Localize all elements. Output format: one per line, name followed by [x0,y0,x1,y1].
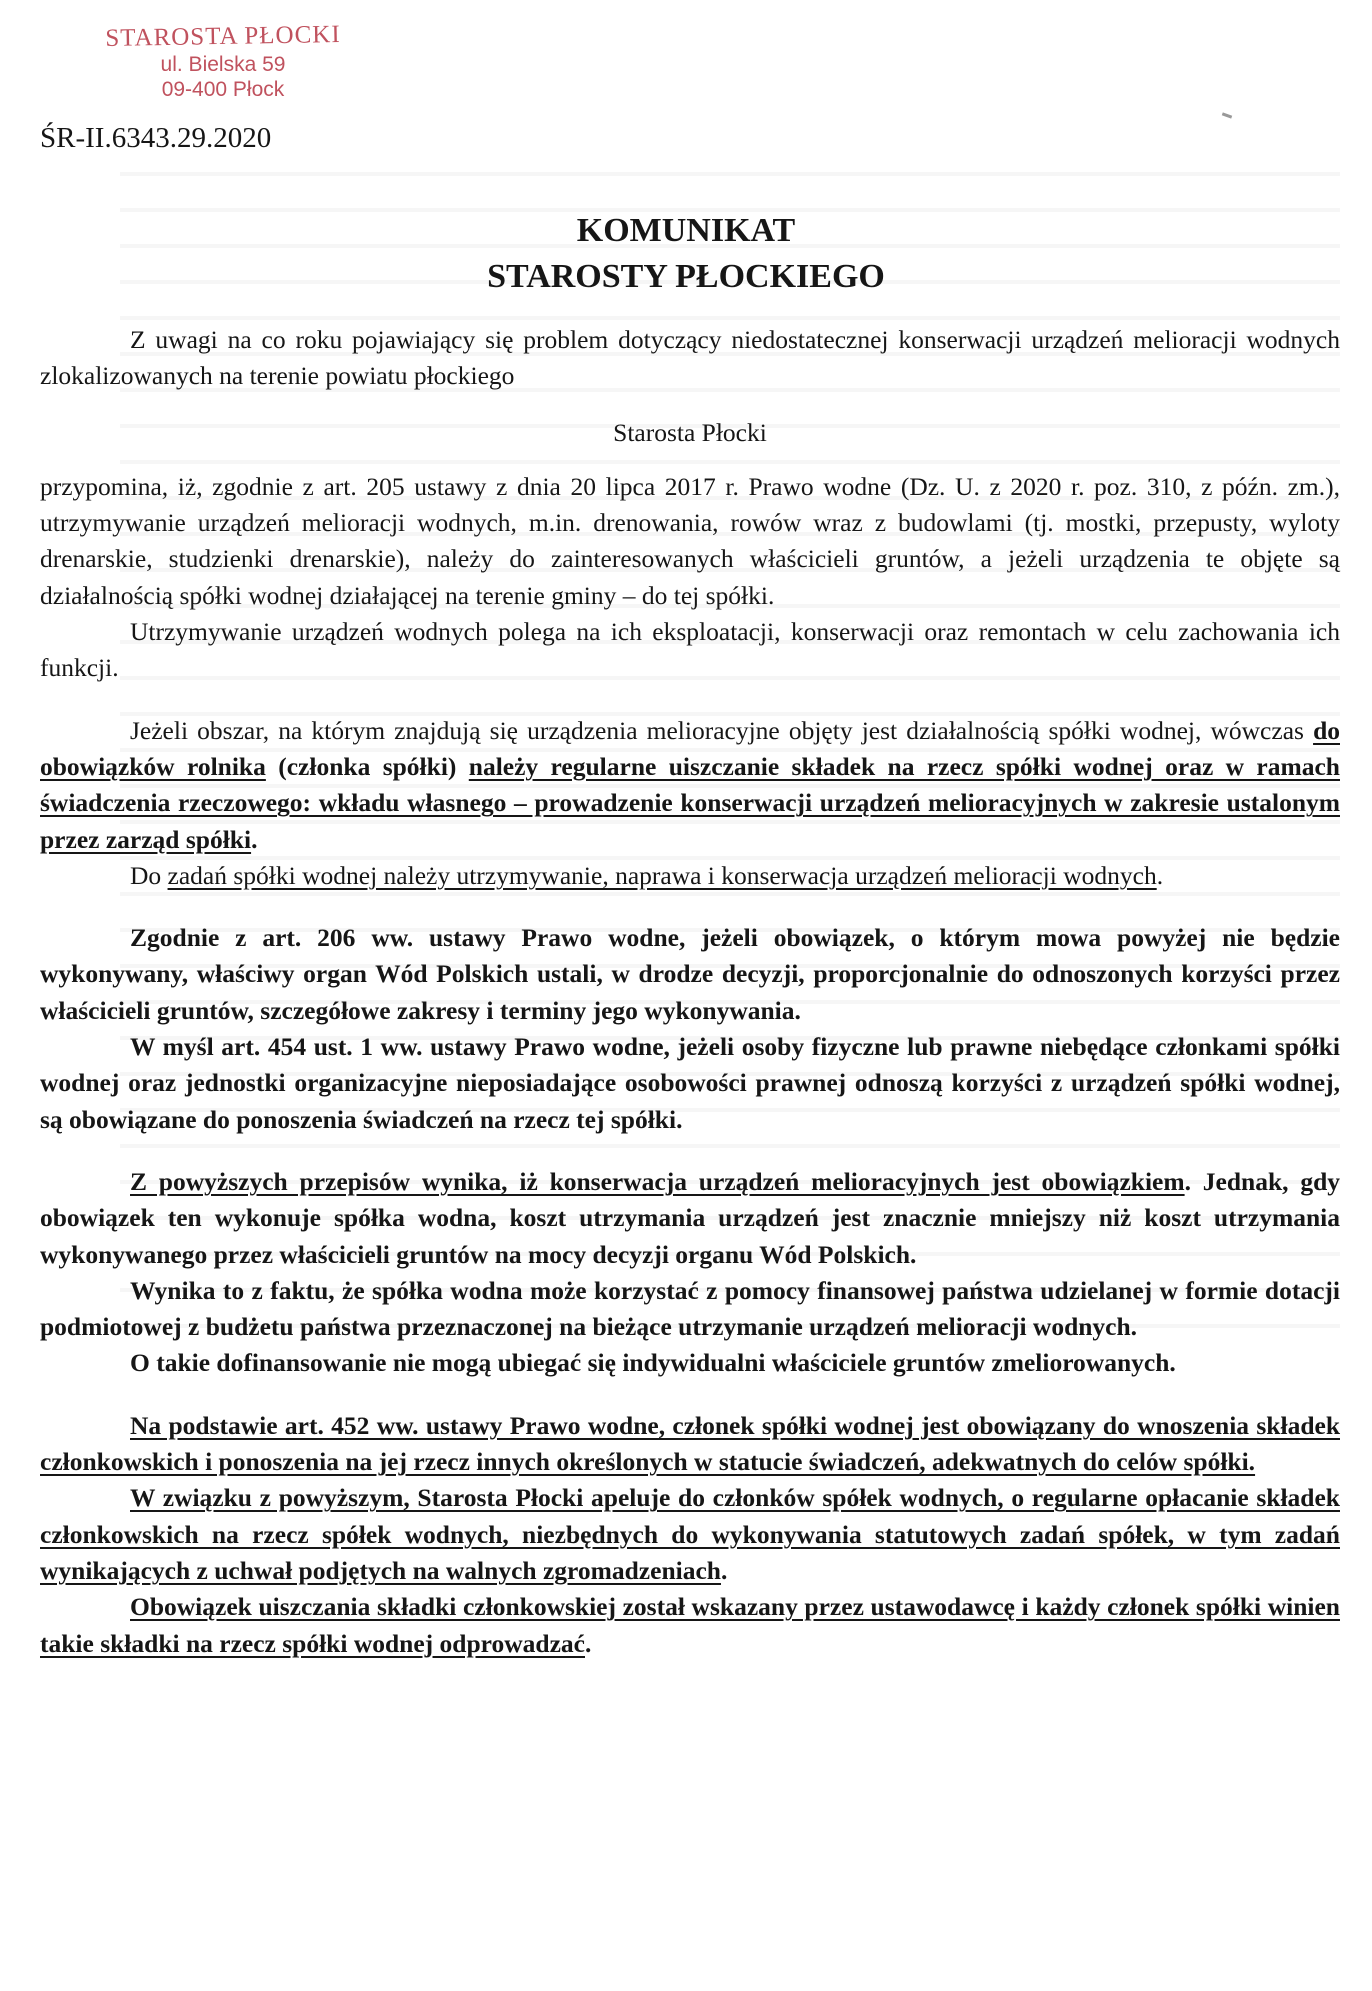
paragraph-farmer-duties [40,713,1340,858]
text-span: Jeżeli obszar, na którym znajdują się urządzenia melioracyjne objęty jest działalnością spółki wodnej, wówczas [130,715,1314,745]
title-line-2: STAROSTY PŁOCKIEGO [487,258,885,295]
office-stamp [78,22,368,102]
paragraph-subsidy: Wynika to z faktu, że spółka wodna może korzystać z pomocy finansowej państwa udzielanej w formie dotacji podmiotowej z budżetu państwa przeznaczonej na bieżące utrzymanie urządzeń melioracji wodnych. [40,1275,1340,1342]
spacer [40,687,1340,713]
underlined-span: W związku z powyższym, Starosta Płocki apeluje do członków spółek wodnych, o regularne opłacanie składek członkowskich na rzecz spółek wodnych, niezbędnych do wykonywania statutowych zadań spółek, w tym zadań wynikających z uchwał podjętych na walnych zgromadzeniach [40,1483,1340,1585]
paragraph-appeal [40,1480,1340,1589]
paragraph-maintenance: Utrzymywanie urządzeń wodnych polega na ich eksploatacji, konserwacji oraz remontach w celu zachowania ich funkcji. [40,617,1340,683]
paragraph-art-206: Zgodnie z art. 206 ww. ustawy Prawo wodne, jeżeli obowiązek, o którym mowa powyżej nie będzie wykonywany, właściwy organ Wód Polskich ustali, w drodze decyzji, proporcjonalnie do odnoszonych korzyści przez właścicieli gruntów, szczegółowe zakresy i terminy jego wykonywania. [40,923,1340,1025]
title-line-1: KOMUNIKAT [576,212,796,249]
stamp-line-1: STAROSTA PŁOCKI [105,20,341,53]
bold-span: (członka spółki) [265,751,469,781]
text-span: Do [130,860,168,890]
paragraph-art-454: W myśl art. 454 ust. 1 ww. ustawy Prawo wodne, jeżeli osoby fizyczne lub prawne niebędące członkami spółki wodnej oraz jednostki organizacyjne nieposiadające osobowości prawnej odnoszą korzyści z urządzeń spółki wodnej, są obowiązane do ponoszenia świadczeń na rzecz tej spółki. [40,1032,1340,1134]
spacer [40,1382,1340,1408]
text-span: . [1156,860,1164,890]
paragraph-conclusion [40,1164,1340,1273]
underlined-span: zadań spółki wodnej należy utrzymywanie, naprawa i konserwacja urządzeń melioracji wodnych [167,860,1157,890]
paragraph-company-tasks [40,858,1340,894]
stamp-line-3: 09-400 Płock [161,78,285,102]
document-reference: ŚR-II.6343.29.2020 [40,122,272,154]
paragraph-art-452 [40,1408,1340,1481]
bold-span: . [585,1628,592,1658]
bold-span: . Jednak, gdy obowiązek ten wykonuje spółka wodna, koszt utrzymania urządzeń jest znacznie mniejszy niż koszt utrzymania wykonywanego przez właścicieli gruntów na mocy decyzji organu Wód Polskich. [40,1166,1340,1269]
paragraph-intro: Z uwagi na co roku pojawiający się problem dotyczący niedostatecznej konserwacji urządzeń melioracji wodnych zlokalizowanych na terenie powiatu płockiego [40,325,1340,391]
paragraph-individual-owners: O takie dofinansowanie nie mogą ubiegać się indywidualni właściciele gruntów zmeliorowanych. [130,1348,1176,1378]
document-body [40,322,1340,1662]
paragraph-obligation [40,1589,1340,1662]
spacer [40,894,1340,920]
stamp-line-2: ul. Bielska 59 [160,53,286,76]
paragraph-art-205: przypomina, iż, zgodnie z art. 205 ustawy z dnia 20 lipca 2017 r. Prawo wodne (Dz. U. z 2020 r. poz. 310, z późn. zm.), utrzymywanie urządzeń melioracji wodnych, m.in. drenowania, rowów wraz z budowlami (tj. mostki, przepusty, wyloty drenarskie, studzienki drenarskie), należy do zainteresowanych właścicieli gruntów, a jeżeli urządzenia te objęte są działalnością spółki wodnej działającej na terenie gminy – do tej spółki. [40,471,1340,610]
underlined-span: Obowiązek uiszczania składki członkowskiej został wskazany przez ustawodawcę i każdy członek spółki winien takie składki na rzecz spółki wodnej odprowadzać [40,1592,1340,1658]
spacer [40,1138,1340,1164]
document-title [0,208,1372,300]
scan-mark [1222,112,1232,118]
underlined-span: Na podstawie art. 452 ww. ustawy Prawo wodne, członek spółki wodnej jest obowiązany do wnoszenia składek członkowskich i ponoszenia na jej rzecz innych określonych w statucie świadczeń, adekwatnych do celów spółki. [40,1410,1340,1477]
bold-span: . [720,1555,728,1585]
underlined-span: Z powyższych przepisów wynika, iż konserwacja urządzeń melioracyjnych jest obowiązkiem [130,1166,1185,1196]
paragraph-signatory: Starosta Płocki [613,417,767,447]
emphasis-span: do obowiązków rolnika [40,715,1340,781]
bold-span: . [251,824,258,854]
emphasis-span: należy regularne uiszczanie składek na rzecz spółki wodnej oraz w ramach świadczenia rzeczowego: wkładu własnego – prowadzenie konserwacji urządzeń melioracyjnych w zakresie ustalonym przez zarząd spółki [40,751,1340,854]
